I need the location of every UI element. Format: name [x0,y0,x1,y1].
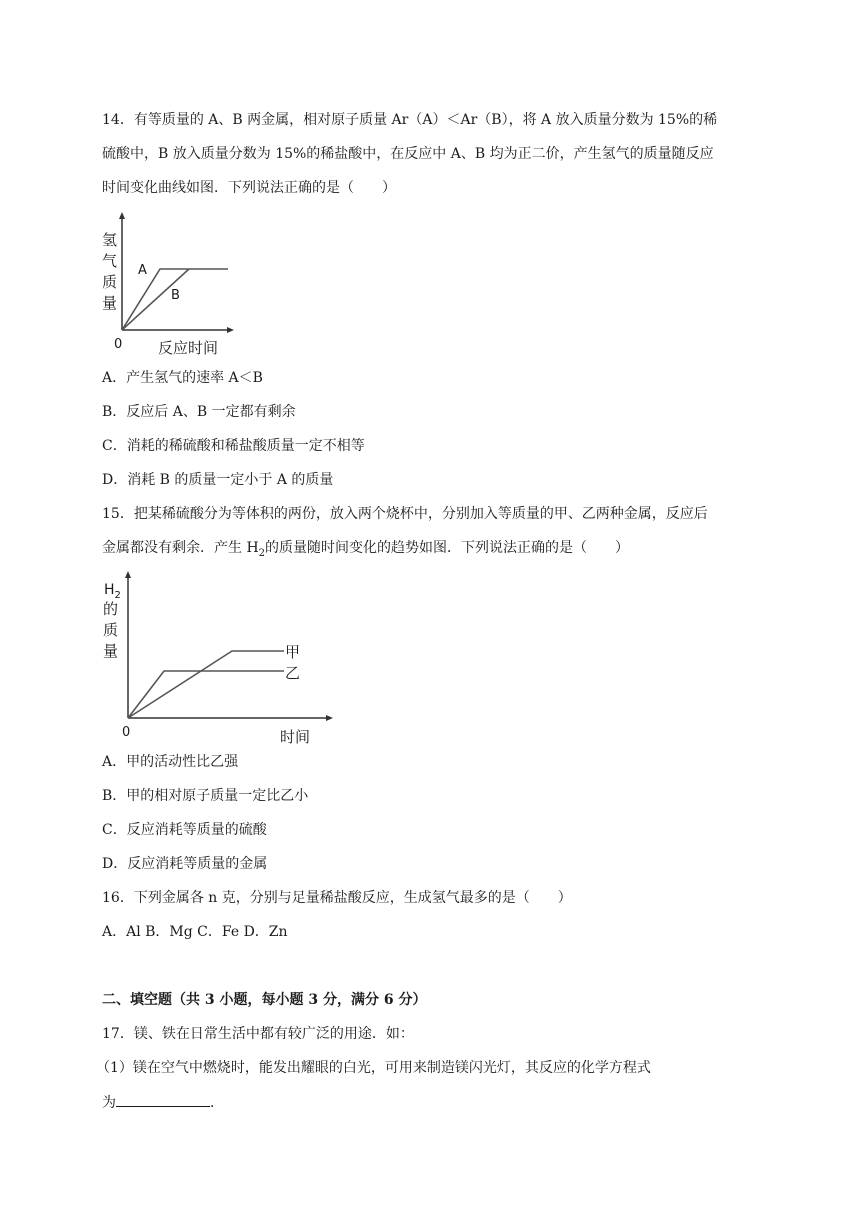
q14-label-b: B [171,288,180,303]
q14-option-c: C．消耗的稀硫酸和稀盐酸质量一定不相等 [102,438,365,454]
q14-stem-line2: 硫酸中，B 放入质量分数为 15%的稀盐酸中，在反应中 A、B 均为正二价，产生氢气的质量随反应 [102,146,714,162]
q15-ylabel-char: 量 [103,642,119,660]
q15-label-yi: 乙 [285,664,301,682]
q15-stem-line2-pre: 金属都没有剩余．产生 H [102,540,259,556]
q14-option-b: B．反应后 A、B 一定都有剩余 [102,404,296,420]
q15-ylabel-h: $H_2$ [104,582,121,601]
q15-ylabel-char: 质 [103,621,119,639]
q15-label-jia: 甲 [285,643,301,661]
q15-stem-line2-sub: 2 [258,547,266,559]
q15-option-a: A．甲的活动性比乙强 [102,754,239,770]
q15-origin: 0 [122,725,131,740]
q16-options: A．Al B．Mg C．Fe D．Zn [102,924,288,940]
q14-ylabel-char: 量 [102,294,118,312]
q15-stem-line2-post: 的质量随时间变化的趋势如图．下列说法正确的是（ ） [265,540,630,556]
q14-figure [100,210,240,360]
q14-y-arrow [119,212,125,219]
q17-part1-pre: 为 [102,1095,116,1111]
q16-stem: 16．下列金属各 n 克，分别与足量稀盐酸反应，生成氢气最多的是（ ） [102,890,572,906]
q17-part1: （1）镁在空气中燃烧时，能发出耀眼的白光，可用来制造镁闪光灯，其反应的化学方程式 [96,1060,651,1076]
q14-origin: 0 [114,337,123,352]
q15-line-jia [128,651,284,718]
q14-x-arrow [227,327,234,333]
q17-answer-blank[interactable] [116,1092,210,1107]
q14-ylabel-char: 氢 [102,231,118,249]
q17-part1-cont [102,1092,224,1113]
q15-stem-line1: 15．把某稀硫酸分为等体积的两份，放入两个烧杯中，分别加入等质量的甲、乙两种金属，反应后 [102,506,708,522]
q15-option-b: B．甲的相对原子质量一定比乙小 [102,788,309,804]
q15-figure [100,568,340,748]
q15-option-c: C．反应消耗等质量的硫酸 [102,822,267,838]
q15-ylabel-char: 的 [103,600,119,618]
q15-xlabel: 时间 [280,728,311,746]
q14-label-a: A [138,263,147,278]
q14-ylabel-char: 气 [102,252,118,270]
q14-ylabel-char: 质 [102,273,118,291]
q14-option-d: D．消耗 B 的质量一定小于 A 的质量 [102,472,334,488]
q14-option-a: A．产生氢气的速率 A＜B [102,370,263,386]
q14-xlabel: 反应时间 [158,339,219,357]
q15-option-d: D．反应消耗等质量的金属 [102,856,268,872]
q17-part1-post: ． [210,1095,224,1111]
q15-x-arrow [326,715,333,721]
q15-y-arrow [125,571,131,578]
q17-stem: 17．镁、铁在日常生活中都有较广泛的用途．如： [102,1026,414,1042]
q15-stem-line2 [102,538,629,564]
q14-stem-line3: 时间变化曲线如图．下列说法正确的是（ ） [102,180,396,196]
q14-stem-line1: 14．有等质量的 A、B 两金属，相对原子质量 Ar（A）＜Ar（B），将 A 放入质量分数为 15%的稀 [102,112,718,128]
section2-heading: 二、填空题（共 3 小题，每小题 3 分，满分 6 分） [102,992,427,1008]
q15-line-yi [128,671,284,718]
